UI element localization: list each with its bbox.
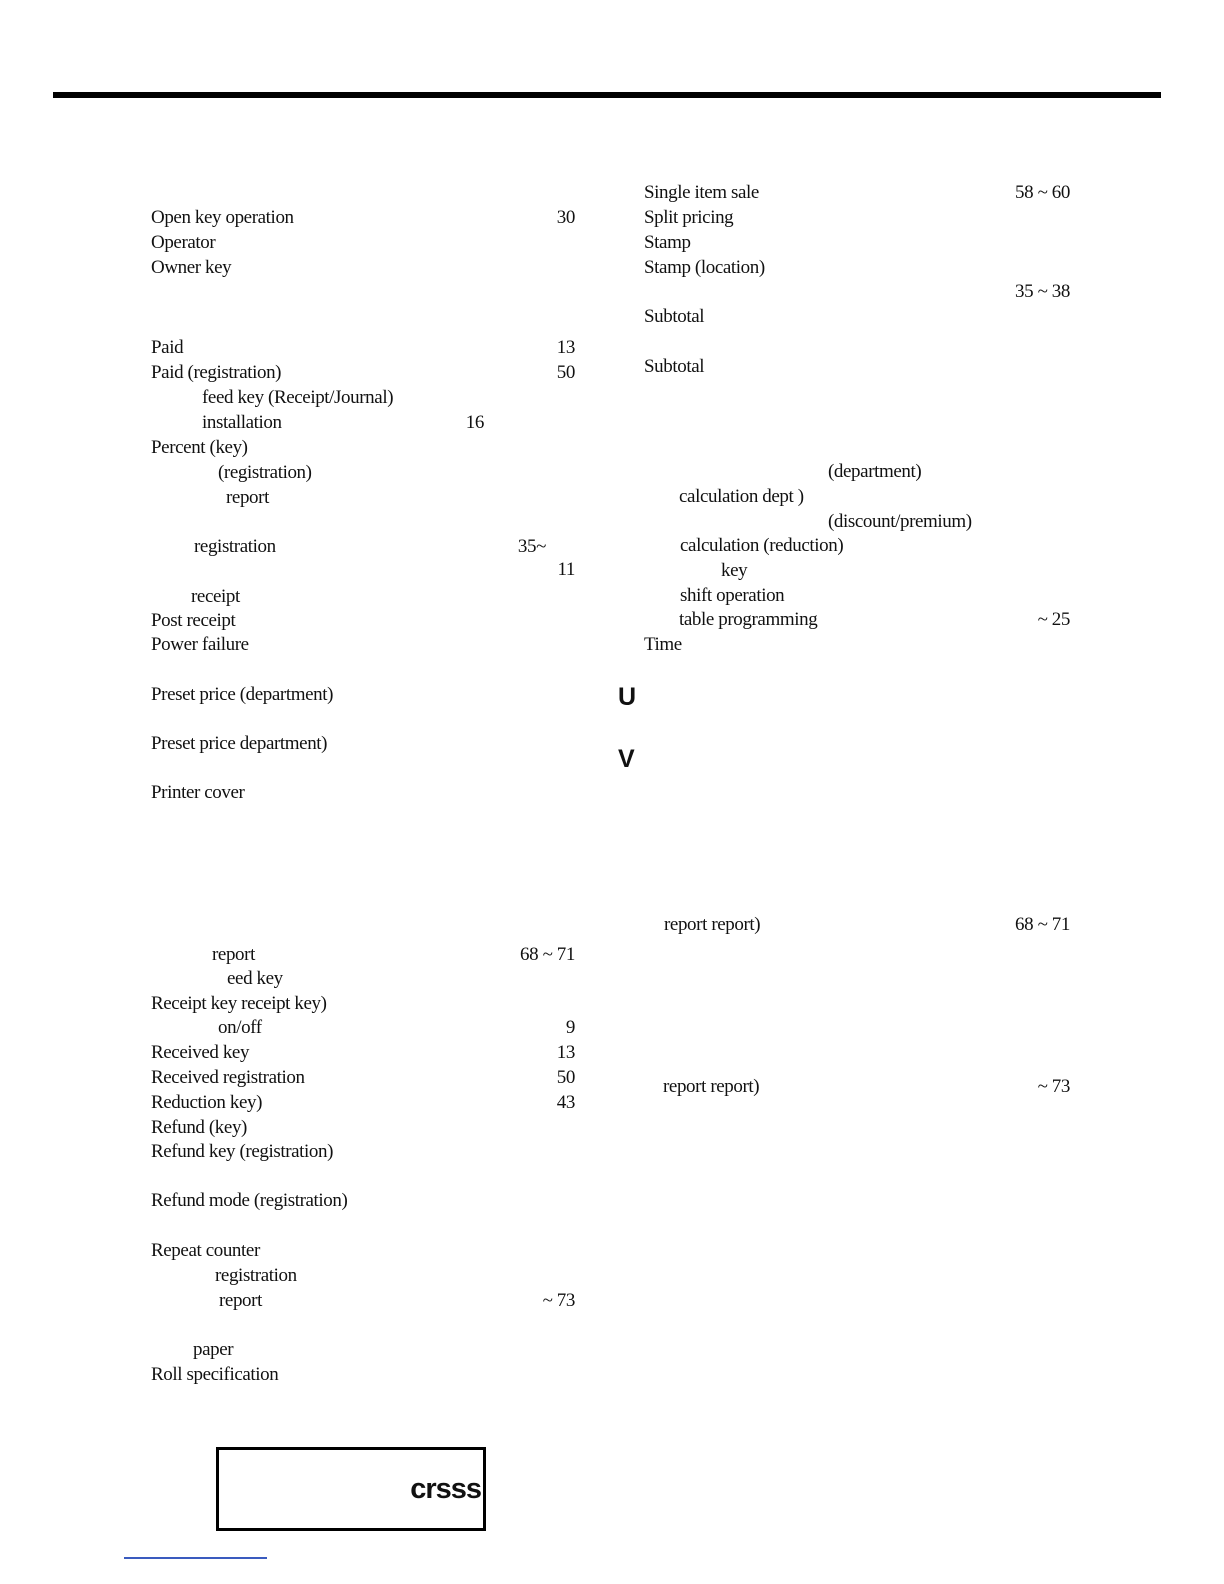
index-term: receipt [191,586,240,607]
index-term: Power failure [151,634,249,655]
index-page: 58 ~ 60 [1015,182,1070,203]
index-term: Post receipt [151,610,236,631]
index-term: feed key (Receipt/Journal) [202,387,394,408]
index-term: Operator [151,232,216,253]
index-term: Stamp [644,232,691,253]
index-page: 50 [556,362,575,383]
index-term: registration [215,1265,297,1286]
index-term: Paid [151,337,184,358]
index-term: key [721,560,748,581]
index-page: 50 [556,1067,575,1088]
index-term: Paid (registration) [151,362,282,383]
index-term: Open key operation [151,207,294,228]
index-term: Subtotal [644,306,705,327]
footer-box [216,1447,486,1531]
index-term: report report) [663,1076,760,1097]
index-page: 13 [556,337,575,358]
footer-underline [124,1557,267,1559]
index-page: ~ 73 [542,1290,575,1311]
index-term: Received registration [151,1067,305,1088]
index-page: 35~ [517,536,546,557]
index-term: report report) [664,914,761,935]
section-letter-u: U [618,683,637,711]
index-term: shift operation [680,585,785,606]
index-term: report [226,487,269,508]
index-term: Percent (key) [151,437,248,458]
index-term: Refund key (registration) [151,1141,334,1162]
index-term: calculation dept ) [679,486,804,507]
index-term: Time [644,634,682,655]
index-term: on/off [218,1017,262,1038]
index-term: report [219,1290,262,1311]
index-term: Refund (key) [151,1117,247,1138]
index-term: Subtotal [644,356,705,377]
index-page: ~ 73 [1037,1076,1070,1097]
index-page: 68 ~ 71 [520,944,575,965]
index-term: calculation (reduction) [680,535,844,556]
index-page: 9 [565,1017,575,1038]
index-term: registration [194,536,276,557]
index-page: 35 ~ 38 [1015,281,1070,302]
index-term: Single item sale [644,182,759,203]
index-term: Received key [151,1042,250,1063]
index-term: Receipt key receipt key) [151,993,327,1014]
index-term: (department) [828,461,922,482]
index-term: Stamp (location) [644,257,765,278]
index-term: table programming [679,609,818,630]
index-term: Repeat counter [151,1240,260,1261]
index-term: Preset price department) [151,733,328,754]
section-letter-v: V [618,745,635,773]
header-rule [53,92,1161,98]
index-term: Reduction key) [151,1092,263,1113]
index-term: Split pricing [644,207,734,228]
index-term: paper [193,1339,234,1360]
index-term: Preset price (department) [151,684,334,705]
index-term: report [212,944,255,965]
index-page: ~ 25 [1037,609,1070,630]
index-term: (discount/premium) [828,511,972,532]
index-term: Owner key [151,257,232,278]
index-term: Roll specification [151,1364,279,1385]
footer-box-text: crsss [410,1473,481,1505]
index-page: 13 [556,1042,575,1063]
index-term: Printer cover [151,782,245,803]
index-term: eed key [227,968,283,989]
index-page: 43 [556,1092,575,1113]
index-page: 68 ~ 71 [1015,914,1070,935]
index-page: 30 [556,207,575,228]
index-term: Refund mode (registration) [151,1190,348,1211]
index-term: installation [202,412,282,433]
index-page: 11 [557,559,575,580]
index-page: 16 [465,412,484,433]
index-term: (registration) [218,462,312,483]
